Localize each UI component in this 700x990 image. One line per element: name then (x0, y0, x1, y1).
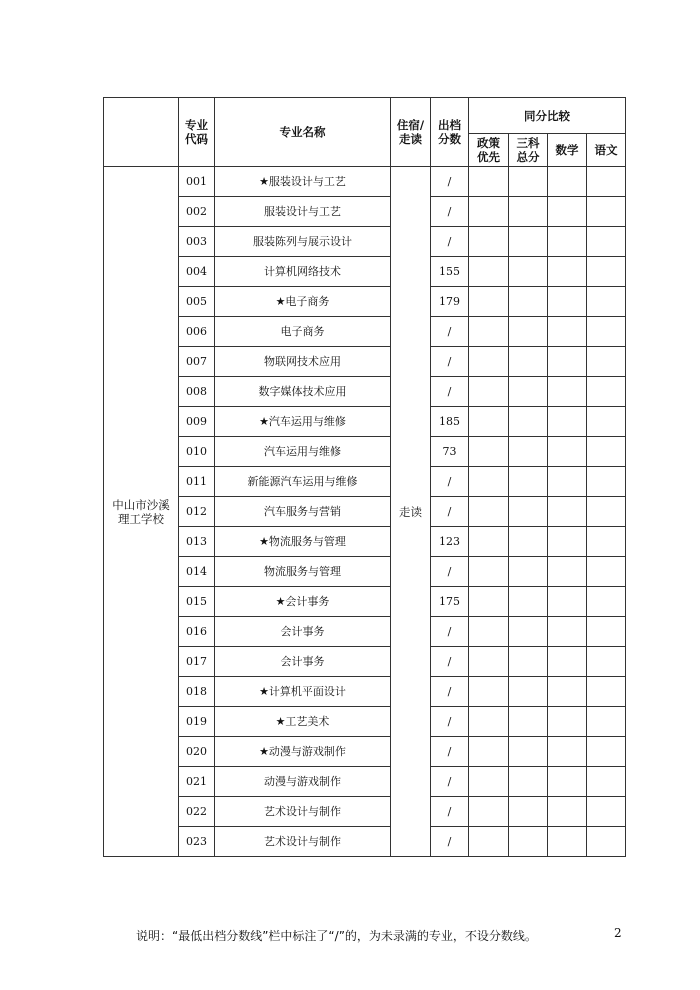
compare-cell (469, 527, 509, 557)
compare-cell (548, 407, 587, 437)
major-code: 021 (179, 767, 215, 797)
compare-cell (548, 527, 587, 557)
admission-score: / (431, 557, 469, 587)
major-code: 011 (179, 467, 215, 497)
major-code: 022 (179, 797, 215, 827)
compare-cell (469, 617, 509, 647)
compare-cell (587, 557, 626, 587)
admission-score: / (431, 317, 469, 347)
compare-cell (548, 617, 587, 647)
major-name: 新能源汽车运用与维修 (215, 467, 391, 497)
compare-cell (587, 257, 626, 287)
major-code: 001 (179, 167, 215, 197)
compare-cell (587, 797, 626, 827)
admission-score: 123 (431, 527, 469, 557)
compare-cell (469, 407, 509, 437)
compare-cell (469, 347, 509, 377)
compare-cell (469, 587, 509, 617)
admission-score: 155 (431, 257, 469, 287)
major-name: 数字媒体技术应用 (215, 377, 391, 407)
compare-cell (587, 407, 626, 437)
major-name: 服装陈列与展示设计 (215, 227, 391, 257)
admission-score: / (431, 647, 469, 677)
boarding-mode: 走读 (391, 167, 431, 857)
table-row (104, 257, 626, 287)
major-code: 002 (179, 197, 215, 227)
compare-cell (509, 827, 548, 857)
table-row (104, 287, 626, 317)
admission-score: / (431, 797, 469, 827)
major-code: 007 (179, 347, 215, 377)
table-row (104, 317, 626, 347)
major-code: 013 (179, 527, 215, 557)
compare-cell (548, 557, 587, 587)
admission-score: 73 (431, 437, 469, 467)
compare-cell (548, 647, 587, 677)
table-row (104, 377, 626, 407)
admission-score: / (431, 467, 469, 497)
table-row (104, 737, 626, 767)
compare-cell (587, 647, 626, 677)
compare-cell (548, 737, 587, 767)
major-name: 汽车运用与维修 (215, 437, 391, 467)
admission-score: / (431, 167, 469, 197)
major-name: 计算机网络技术 (215, 257, 391, 287)
compare-cell (509, 737, 548, 767)
admission-score: 185 (431, 407, 469, 437)
admission-score: / (431, 497, 469, 527)
table-row (104, 767, 626, 797)
compare-cell (509, 587, 548, 617)
major-code: 019 (179, 707, 215, 737)
table-row (104, 167, 626, 197)
compare-cell (587, 377, 626, 407)
major-name: 艺术设计与制作 (215, 797, 391, 827)
compare-cell (509, 497, 548, 527)
table-row (104, 527, 626, 557)
compare-cell (469, 467, 509, 497)
compare-cell (587, 287, 626, 317)
header-chinese: 语文 (587, 134, 626, 167)
compare-cell (509, 707, 548, 737)
admission-score: / (431, 767, 469, 797)
compare-cell (509, 467, 548, 497)
compare-cell (548, 227, 587, 257)
compare-cell (548, 167, 587, 197)
compare-cell (587, 767, 626, 797)
major-code: 008 (179, 377, 215, 407)
compare-cell (587, 347, 626, 377)
compare-cell (509, 617, 548, 647)
header-mode: 住宿/ 走读 (391, 98, 431, 167)
admission-score: / (431, 377, 469, 407)
compare-cell (509, 227, 548, 257)
compare-cell (509, 287, 548, 317)
header-three-total: 三科 总分 (509, 134, 548, 167)
compare-cell (509, 377, 548, 407)
table-row (104, 587, 626, 617)
admission-score: / (431, 617, 469, 647)
compare-cell (469, 827, 509, 857)
admission-score-table (103, 97, 626, 857)
compare-cell (469, 317, 509, 347)
school-name: 中山市沙溪 理工学校 (104, 167, 179, 857)
compare-cell (548, 257, 587, 287)
admission-score: / (431, 737, 469, 767)
compare-cell (509, 407, 548, 437)
compare-cell (469, 707, 509, 737)
compare-cell (587, 677, 626, 707)
major-code: 016 (179, 617, 215, 647)
compare-cell (509, 197, 548, 227)
major-name: ★汽车运用与维修 (215, 407, 391, 437)
compare-cell (548, 677, 587, 707)
compare-cell (548, 437, 587, 467)
major-code: 010 (179, 437, 215, 467)
table-row (104, 557, 626, 587)
header-name: 专业名称 (215, 98, 391, 167)
compare-cell (548, 347, 587, 377)
compare-cell (548, 287, 587, 317)
major-name: 艺术设计与制作 (215, 827, 391, 857)
table-row (104, 197, 626, 227)
table-row (104, 467, 626, 497)
major-name: ★电子商务 (215, 287, 391, 317)
compare-cell (548, 827, 587, 857)
compare-cell (587, 527, 626, 557)
compare-cell (509, 647, 548, 677)
compare-cell (469, 797, 509, 827)
compare-cell (548, 197, 587, 227)
compare-cell (509, 257, 548, 287)
compare-cell (469, 767, 509, 797)
major-code: 017 (179, 647, 215, 677)
compare-cell (587, 317, 626, 347)
compare-cell (548, 377, 587, 407)
compare-cell (587, 737, 626, 767)
major-code: 003 (179, 227, 215, 257)
compare-cell (469, 647, 509, 677)
compare-cell (509, 317, 548, 347)
major-code: 023 (179, 827, 215, 857)
major-name: ★计算机平面设计 (215, 677, 391, 707)
header-policy: 政策 优先 (469, 134, 509, 167)
major-name: 汽车服务与营销 (215, 497, 391, 527)
admission-score: / (431, 347, 469, 377)
major-code: 020 (179, 737, 215, 767)
compare-cell (548, 317, 587, 347)
admission-score: 179 (431, 287, 469, 317)
major-code: 018 (179, 677, 215, 707)
compare-cell (587, 827, 626, 857)
table-row (104, 227, 626, 257)
compare-cell (548, 467, 587, 497)
header-code: 专业 代码 (179, 98, 215, 167)
compare-cell (548, 797, 587, 827)
major-name: 会计事务 (215, 647, 391, 677)
major-name: 电子商务 (215, 317, 391, 347)
footnote: 说明：“最低出档分数线”栏中标注了“/”的，为未录满的专业，不设分数线。 (136, 929, 537, 943)
header-score: 出档 分数 (431, 98, 469, 167)
compare-cell (587, 617, 626, 647)
major-name: 服装设计与工艺 (215, 197, 391, 227)
compare-cell (469, 287, 509, 317)
compare-cell (548, 707, 587, 737)
table-row (104, 617, 626, 647)
major-code: 012 (179, 497, 215, 527)
major-name: 物联网技术应用 (215, 347, 391, 377)
major-code: 009 (179, 407, 215, 437)
compare-cell (469, 497, 509, 527)
major-code: 014 (179, 557, 215, 587)
table-row (104, 677, 626, 707)
compare-cell (469, 737, 509, 767)
admission-score: / (431, 197, 469, 227)
table-row (104, 347, 626, 377)
major-name: 物流服务与管理 (215, 557, 391, 587)
major-code: 006 (179, 317, 215, 347)
compare-cell (509, 767, 548, 797)
major-name: ★工艺美术 (215, 707, 391, 737)
compare-cell (509, 437, 548, 467)
admission-score: / (431, 677, 469, 707)
table-row (104, 497, 626, 527)
compare-cell (509, 677, 548, 707)
major-code: 015 (179, 587, 215, 617)
compare-cell (509, 527, 548, 557)
compare-cell (548, 497, 587, 527)
compare-cell (469, 197, 509, 227)
major-name: ★动漫与游戏制作 (215, 737, 391, 767)
compare-cell (509, 167, 548, 197)
header-compare: 同分比较 (469, 98, 626, 134)
table-row (104, 407, 626, 437)
compare-cell (469, 437, 509, 467)
compare-cell (469, 677, 509, 707)
header-blank (104, 98, 179, 167)
compare-cell (469, 377, 509, 407)
table-row (104, 437, 626, 467)
compare-cell (587, 227, 626, 257)
compare-cell (587, 167, 626, 197)
admission-score: / (431, 707, 469, 737)
admission-score: 175 (431, 587, 469, 617)
compare-cell (548, 587, 587, 617)
compare-cell (587, 497, 626, 527)
compare-cell (587, 467, 626, 497)
admission-score: / (431, 827, 469, 857)
major-name: 动漫与游戏制作 (215, 767, 391, 797)
compare-cell (587, 197, 626, 227)
compare-cell (469, 257, 509, 287)
table-row (104, 797, 626, 827)
major-name: ★会计事务 (215, 587, 391, 617)
compare-cell (469, 167, 509, 197)
major-name: 会计事务 (215, 617, 391, 647)
compare-cell (509, 557, 548, 587)
page-number: 2 (614, 926, 622, 940)
table-row (104, 707, 626, 737)
compare-cell (469, 557, 509, 587)
compare-cell (548, 767, 587, 797)
admission-score: / (431, 227, 469, 257)
major-name: ★物流服务与管理 (215, 527, 391, 557)
table-row (104, 647, 626, 677)
compare-cell (469, 227, 509, 257)
major-code: 005 (179, 287, 215, 317)
table-row (104, 827, 626, 857)
compare-cell (587, 587, 626, 617)
compare-cell (509, 347, 548, 377)
compare-cell (587, 707, 626, 737)
header-math: 数学 (548, 134, 587, 167)
major-code: 004 (179, 257, 215, 287)
compare-cell (509, 797, 548, 827)
compare-cell (587, 437, 626, 467)
major-name: ★服装设计与工艺 (215, 167, 391, 197)
